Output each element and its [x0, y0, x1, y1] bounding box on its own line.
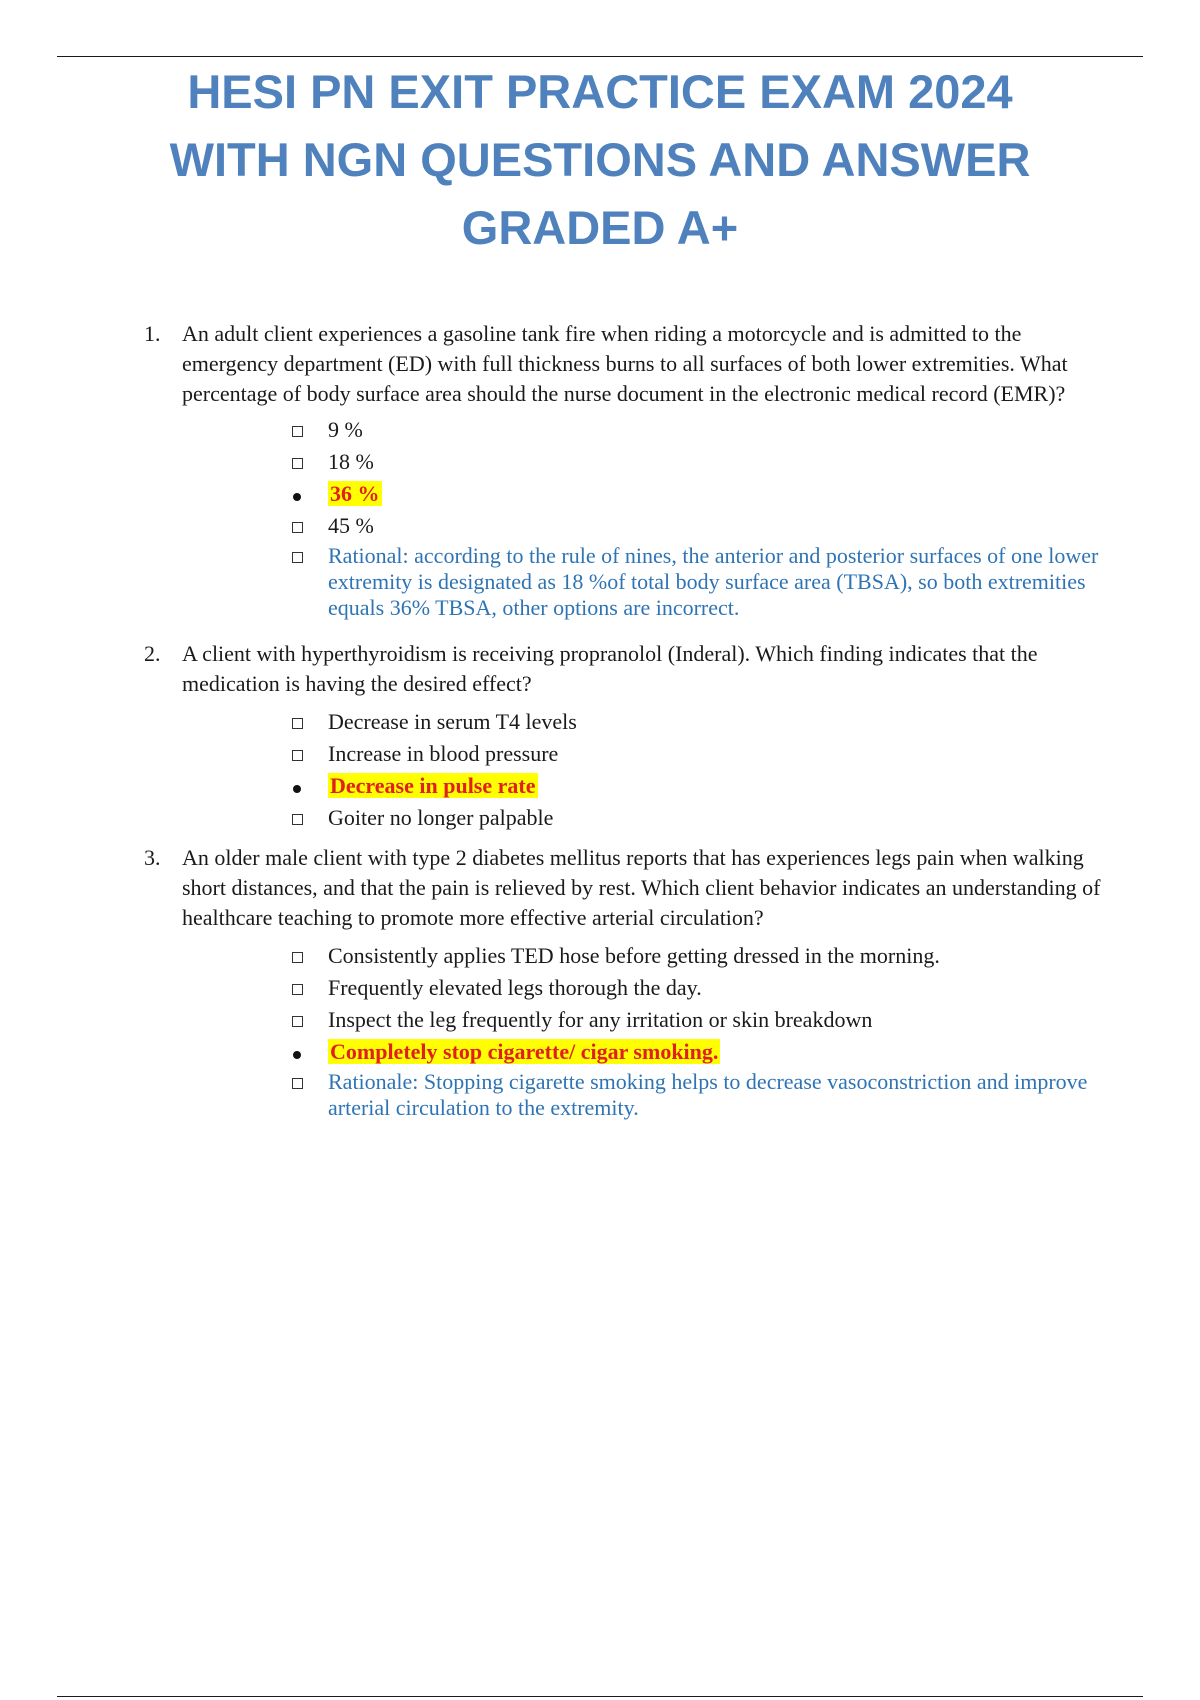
correct-answer-option[interactable]: [294, 479, 1104, 511]
answer-option[interactable]: [294, 511, 1104, 543]
answer-option[interactable]: [294, 447, 1104, 479]
answer-options: [182, 707, 1104, 835]
question-number: 1.: [144, 321, 161, 346]
question-text: A client with hyperthyroidism is receiving propranolol (Inderal). Which finding indicates that the medication is having the desired effect?: [182, 641, 1038, 696]
checkbox-icon: [294, 973, 328, 1003]
answer-options: [182, 415, 1104, 621]
option-label: Inspect the leg frequently for any irritation or skin breakdown: [328, 1007, 873, 1032]
rationale-text: Rationale: Stopping cigarette smoking helps to decrease vasoconstriction and improve arterial circulation to the extremity.: [328, 1069, 1088, 1120]
question-text: An older male client with type 2 diabetes mellitus reports that has experiences legs pain when walking short distances, and that the pain is relieved by rest. Which client behavior indicates an understanding of healthcare teaching to promote more effective arterial circulation?: [182, 845, 1101, 930]
option-label: 45 %: [328, 513, 374, 538]
checkbox-icon: [294, 707, 328, 737]
title-line: GRADED A+: [461, 201, 739, 254]
answer-option[interactable]: [294, 973, 1104, 1005]
question-3: [144, 843, 1104, 1121]
question-number: 3.: [144, 845, 161, 870]
question-number: 2.: [144, 641, 161, 666]
top-rule: [57, 56, 1143, 57]
checkbox-icon: [294, 1069, 328, 1095]
correct-answer-option[interactable]: [294, 1037, 1104, 1069]
correct-answer-label: 36 %: [330, 481, 380, 506]
rationale: [294, 543, 1104, 621]
option-label: Goiter no longer palpable: [328, 805, 554, 830]
option-label: Frequently elevated legs thorough the day.: [328, 975, 702, 1000]
answer-option[interactable]: [294, 941, 1104, 973]
checkbox-icon: [294, 941, 328, 971]
answer-option[interactable]: [294, 739, 1104, 771]
option-label: 18 %: [328, 449, 374, 474]
bullet-icon: [294, 1037, 328, 1067]
document-title: [57, 58, 1143, 262]
bottom-rule: [57, 1696, 1143, 1697]
answer-option[interactable]: [294, 415, 1104, 447]
question-list: [144, 319, 1104, 1121]
checkbox-icon: [294, 447, 328, 477]
answer-option[interactable]: [294, 707, 1104, 739]
question-2: [144, 639, 1104, 835]
checkbox-icon: [294, 511, 328, 541]
checkbox-icon: [294, 1005, 328, 1035]
option-label: Consistently applies TED hose before getting dressed in the morning.: [328, 943, 940, 968]
bullet-icon: [294, 771, 328, 801]
title-line: WITH NGN QUESTIONS AND ANSWER: [169, 133, 1031, 186]
correct-answer-label: Decrease in pulse rate: [330, 773, 536, 798]
rationale: [294, 1069, 1104, 1121]
answer-option[interactable]: [294, 1005, 1104, 1037]
answer-options: [182, 941, 1104, 1121]
correct-answer-option[interactable]: [294, 771, 1104, 803]
option-label: Decrease in serum T4 levels: [328, 709, 577, 734]
checkbox-icon: [294, 543, 328, 569]
question-1: [144, 319, 1104, 621]
answer-option[interactable]: [294, 803, 1104, 835]
rationale-text: Rational: according to the rule of nines, the anterior and posterior surfaces of one lower extremity is designated as 18 %of total body surface area (TBSA), so both extremities equals 36% TBSA, other options are incorrect.: [328, 543, 1099, 620]
checkbox-icon: [294, 739, 328, 769]
title-line: HESI PN EXIT PRACTICE EXAM 2024: [187, 65, 1013, 118]
option-label: Increase in blood pressure: [328, 741, 559, 766]
checkbox-icon: [294, 803, 328, 833]
checkbox-icon: [294, 415, 328, 445]
option-label: 9 %: [328, 417, 363, 442]
question-text: An adult client experiences a gasoline tank fire when riding a motorcycle and is admitted to the emergency department (ED) with full thickness burns to all surfaces of both lower extremities. What percentage of body surface area should the nurse document in the electronic medical record (EMR)?: [182, 321, 1068, 406]
correct-answer-label: Completely stop cigarette/ cigar smoking.: [330, 1039, 719, 1064]
bullet-icon: [294, 479, 328, 509]
